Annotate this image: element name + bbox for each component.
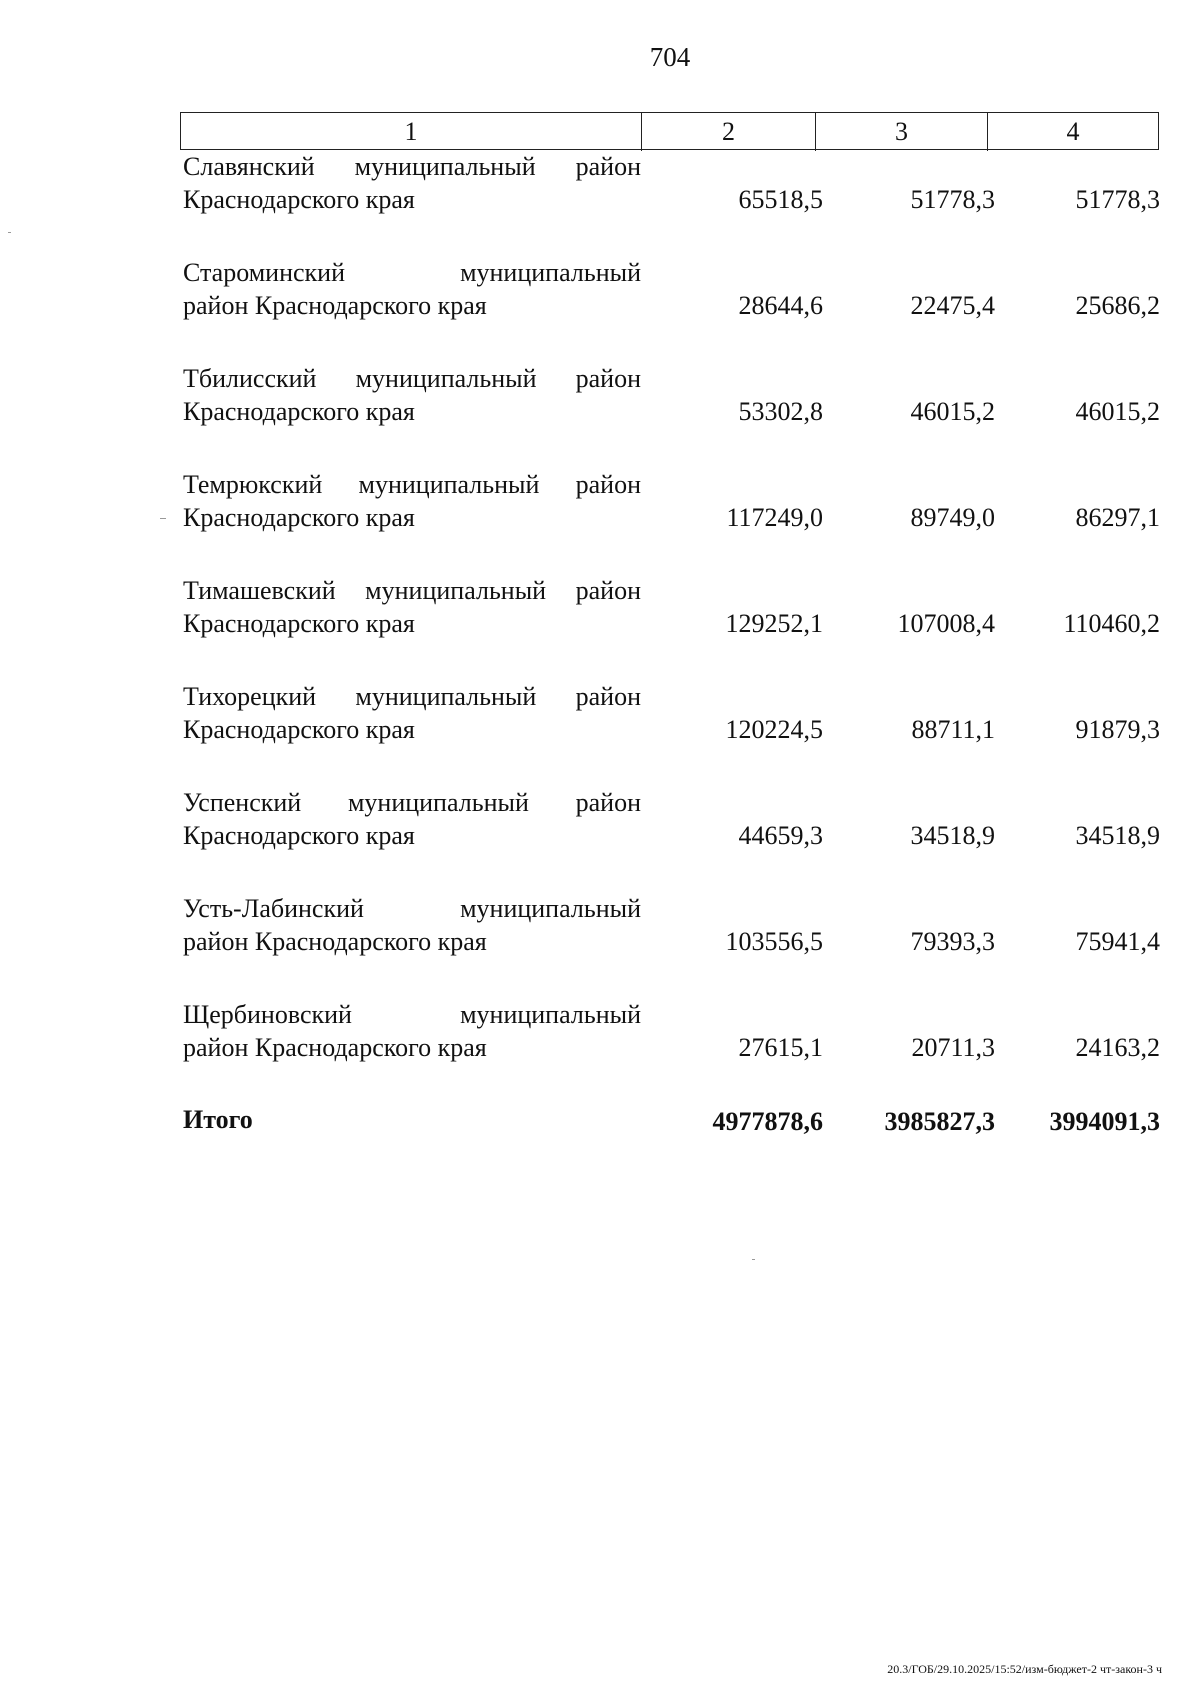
value-col-4: 24163,2 <box>1075 1033 1160 1062</box>
value-col-3: 79393,3 <box>910 927 995 956</box>
scan-speck <box>8 232 11 233</box>
table-row <box>180 468 1159 574</box>
district-name-line1: Тимашевский муниципальный район <box>183 576 641 605</box>
page-number: 704 <box>649 42 691 72</box>
value-col-4: 25686,2 <box>1075 291 1160 320</box>
table-row <box>180 998 1159 1104</box>
district-name <box>183 680 641 746</box>
district-name-line2: Краснодарского края <box>183 609 415 638</box>
header-col-2: 2 <box>642 113 816 151</box>
district-name-line2: Краснодарского края <box>183 397 415 426</box>
value-col-3: 46015,2 <box>910 397 995 426</box>
district-name-line1: Тихорецкий муниципальный район <box>183 682 641 711</box>
district-name-line2: Краснодарского края <box>183 821 415 850</box>
total-value-col-4: 3994091,3 <box>1049 1107 1160 1136</box>
district-name-line1: Староминский муниципальный <box>183 258 641 287</box>
value-col-3: 34518,9 <box>910 821 995 850</box>
value-col-3: 89749,0 <box>910 503 995 532</box>
district-name-line1: Тбилисский муниципальный район <box>183 364 641 393</box>
header-col-3: 3 <box>816 113 988 151</box>
value-col-2: 27615,1 <box>738 1033 823 1062</box>
district-name-line1: Усть-Лабинский муниципальный <box>183 894 641 923</box>
value-col-2: 103556,5 <box>725 927 823 956</box>
district-name-line1: Славянский муниципальный район <box>183 152 641 181</box>
value-col-4: 46015,2 <box>1075 397 1160 426</box>
total-value-col-2: 4977878,6 <box>712 1107 823 1136</box>
district-name-line1: Успенский муниципальный район <box>183 788 641 817</box>
value-col-4: 86297,1 <box>1075 503 1160 532</box>
value-col-2: 44659,3 <box>738 821 823 850</box>
value-col-2: 117249,0 <box>726 503 823 532</box>
scan-speck <box>752 1259 755 1260</box>
district-name <box>183 468 641 534</box>
district-name <box>183 150 641 216</box>
value-col-4: 51778,3 <box>1075 185 1160 214</box>
table-body <box>180 150 1159 1104</box>
value-col-4: 75941,4 <box>1075 927 1160 956</box>
scan-speck <box>160 518 166 519</box>
district-name-line2: район Краснодарского края <box>183 1033 487 1062</box>
total-value-col-3: 3985827,3 <box>884 1107 995 1136</box>
total-row <box>180 1105 1159 1145</box>
table-row <box>180 786 1159 892</box>
document-stamp: 20.3/ГОБ/29.10.2025/15:52/изм-бюджет-2 чт-закон-3 ч <box>887 1662 1162 1676</box>
value-col-3: 88711,1 <box>911 715 995 744</box>
value-col-2: 53302,8 <box>738 397 823 426</box>
district-name <box>183 256 641 322</box>
table-row <box>180 150 1159 256</box>
value-col-2: 65518,5 <box>738 185 823 214</box>
table-row <box>180 256 1159 362</box>
district-name-line2: Краснодарского края <box>183 503 415 532</box>
district-name <box>183 786 641 852</box>
district-name-line2: Краснодарского края <box>183 715 415 744</box>
value-col-2: 129252,1 <box>725 609 823 638</box>
value-col-4: 110460,2 <box>1063 609 1160 638</box>
district-name-line2: Краснодарского края <box>183 185 415 214</box>
district-name <box>183 998 641 1064</box>
district-name-line1: Темрюкский муниципальный район <box>183 470 641 499</box>
district-name <box>183 574 641 640</box>
value-col-4: 91879,3 <box>1075 715 1160 744</box>
value-col-2: 28644,6 <box>738 291 823 320</box>
table-row <box>180 362 1159 468</box>
value-col-3: 20711,3 <box>911 1033 995 1062</box>
table-row <box>180 680 1159 786</box>
value-col-3: 107008,4 <box>897 609 995 638</box>
header-col-1: 1 <box>181 113 642 151</box>
value-col-3: 51778,3 <box>910 185 995 214</box>
value-col-4: 34518,9 <box>1075 821 1160 850</box>
table-row <box>180 892 1159 998</box>
district-name <box>183 892 641 958</box>
header-col-4: 4 <box>1066 117 1080 146</box>
value-col-3: 22475,4 <box>910 291 995 320</box>
table-header <box>180 112 1159 150</box>
district-name-line2: район Краснодарского края <box>183 927 487 956</box>
district-name <box>183 362 641 428</box>
district-name-line1: Щербиновский муниципальный <box>183 1000 641 1029</box>
table-row <box>180 574 1159 680</box>
total-label: Итого <box>183 1105 253 1134</box>
district-name-line2: район Краснодарского края <box>183 291 487 320</box>
value-col-2: 120224,5 <box>725 715 823 744</box>
